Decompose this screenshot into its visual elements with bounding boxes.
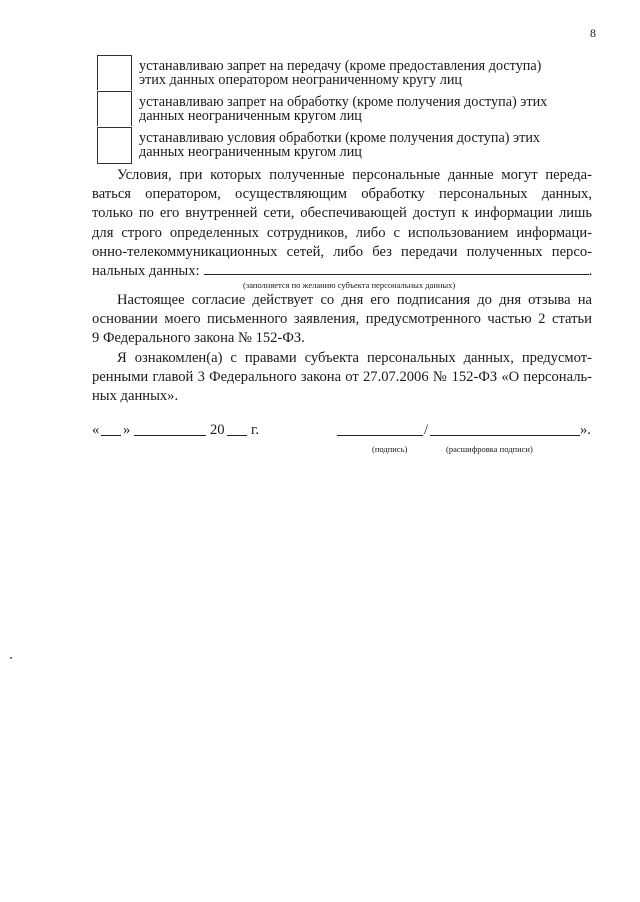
signature-caption: (подпись) [372, 444, 408, 454]
option-checkbox[interactable] [97, 91, 132, 126]
conditions-fill-line-row: нальных данных: . [92, 263, 593, 280]
year-field[interactable] [227, 422, 247, 436]
conditions-caption: (заполняется по желанию субъекта персональных данных) [243, 280, 456, 290]
consent-options-table [97, 55, 577, 163]
validity-paragraph: Настоящее согласие действует со дня его подписания до дня отзыва на основании моего письменного заявления, предусмотренного частью 2 статьи 9 Федерального закона № 152-ФЗ. [92, 292, 592, 347]
option-text: устанавливаю запрет на обработку (кроме получения доступа) этих данных неограниченным кругом лиц [139, 94, 548, 124]
conditions-input-line[interactable] [204, 262, 589, 275]
scan-speck [10, 657, 12, 659]
consent-option [97, 91, 577, 127]
signature-field[interactable] [337, 422, 423, 436]
signature-transcript-field[interactable] [430, 422, 580, 436]
conditions-paragraph: Условия, при которых полученные персональные данные могут переда- ваться оператором, осуществляющим обработку персональных данных, только по его внутренней сети, обеспечивающей доступ к информации лишь для строго определенных сотрудников, либо с использованием информаци- онно-телекоммуникационных сетей, либо без передачи полученных персо- нальных данных: . [92, 166, 592, 281]
date-open-quote: « [92, 422, 100, 438]
page-number: 8 [590, 26, 596, 40]
signature-row [92, 422, 592, 442]
rights-paragraph: Я ознакомлен(а) с правами субъекта персональных данных, предусмот- ренными главой 3 Федерального закона от 27.07.2006 № 152-ФЗ «О персональ- ных данных». [92, 350, 592, 405]
consent-option [97, 55, 577, 91]
day-field[interactable] [101, 422, 121, 436]
signature-transcript-caption: (расшифровка подписи) [446, 444, 533, 454]
signature-slash: / [424, 422, 429, 438]
option-checkbox[interactable] [97, 55, 132, 90]
option-checkbox[interactable] [97, 127, 132, 164]
option-text: устанавливаю условия обработки (кроме получения доступа) этих данных неограниченным кругом лиц [139, 130, 541, 160]
consent-option [97, 127, 577, 163]
month-field[interactable] [134, 422, 206, 436]
date-close-quote: » [123, 422, 131, 438]
option-text: устанавливаю запрет на передачу (кроме предоставления доступа) этих данных оператором неограниченному кругу лиц [139, 58, 542, 88]
signature-row-end: ». [580, 422, 591, 438]
year-prefix: 20 [210, 422, 225, 438]
year-suffix: г. [251, 422, 259, 438]
